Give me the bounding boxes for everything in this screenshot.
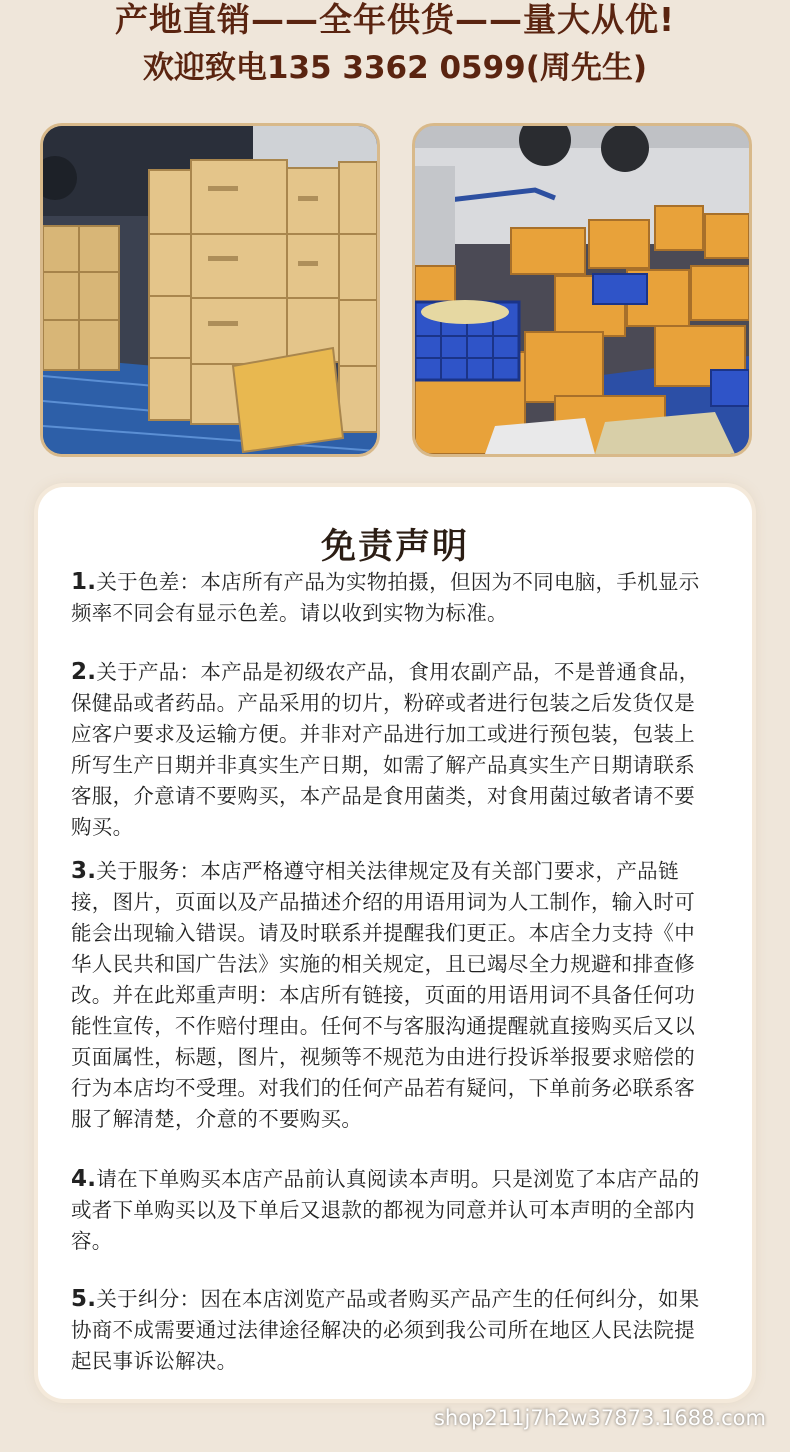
item-text: 关于纠分：因在本店浏览产品或者购买产品产生的任何纠分，如果协商不成需要通过法律途径解决的必须到我公司所在地区人民法院提起民事诉讼解决。 bbox=[71, 1287, 700, 1373]
disclaimer-title: 免责声明 bbox=[320, 526, 469, 567]
shop-url-watermark: shop211j7h2w37873.1688.com bbox=[433, 1406, 766, 1430]
disclaimer-item-dispute bbox=[71, 1284, 711, 1377]
item-text: 关于服务：本店严格遵守相关法律规定及有关部门要求，产品链接，图片，页面以及产品描述介绍的用语用词为人工制作，输入时可能会出现输入错误。请及时联系并提醒我们更正。本店全力支持《中华人民共和国广告法》实施的相关规定，且已竭尽全力规避和排查修改。并在此郑重声明：本店所有链接，页面的用语用词不具备任何功能性宣传，不作赔付理由。任何不与客服沟通提醒就直接购买后又以页面属性，标题，图片，视频等不规范为由进行投诉举报要求赔偿的行为本店均不受理。对我们的任何产品若有疑问，下单前务必联系客服了解清楚，介意的不要购买。 bbox=[71, 859, 695, 1131]
item-number: 4. bbox=[71, 1166, 97, 1192]
item-number: 5. bbox=[71, 1286, 97, 1312]
headline-contact-phone: 欢迎致电135 3362 0599(周先生) bbox=[142, 50, 648, 86]
warehouse-photo bbox=[40, 123, 380, 457]
disclaimer-item-service bbox=[71, 856, 711, 1135]
item-text: 关于色差：本店所有产品为实物拍摄，但因为不同电脑，手机显示频率不同会有显示色差。请以收到实物为标准。 bbox=[71, 570, 700, 625]
item-text: 请在下单购买本店产品前认真阅读本声明。只是浏览了本店产品的或者下单购买以及下单后又退款的都视为同意并认可本声明的全部内容。 bbox=[71, 1167, 700, 1253]
disclaimer-item-product bbox=[71, 657, 711, 843]
item-number: 3. bbox=[71, 858, 97, 884]
item-text: 关于产品：本产品是初级农产品，食用农副产品，不是普通食品，保健品或者药品。产品采用的切片，粉碎或者进行包装之后发货仅是应客户要求及运输方便。并非对产品进行加工或进行预包装，包装上所写生产日期并非真实生产日期，如需了解产品真实生产日期请联系客服，介意请不要购买，本产品是食用菌类，对食用菌过敏者请不要购买。 bbox=[71, 660, 700, 839]
item-number: 2. bbox=[71, 659, 97, 685]
headline-direct-sales: 产地直销——全年供货——量大从优! bbox=[114, 0, 676, 39]
disclaimer-item-color-difference bbox=[71, 567, 711, 629]
disclaimer-item-agreement bbox=[71, 1164, 711, 1257]
cold-storage-photo bbox=[412, 123, 752, 457]
item-number: 1. bbox=[71, 569, 97, 595]
